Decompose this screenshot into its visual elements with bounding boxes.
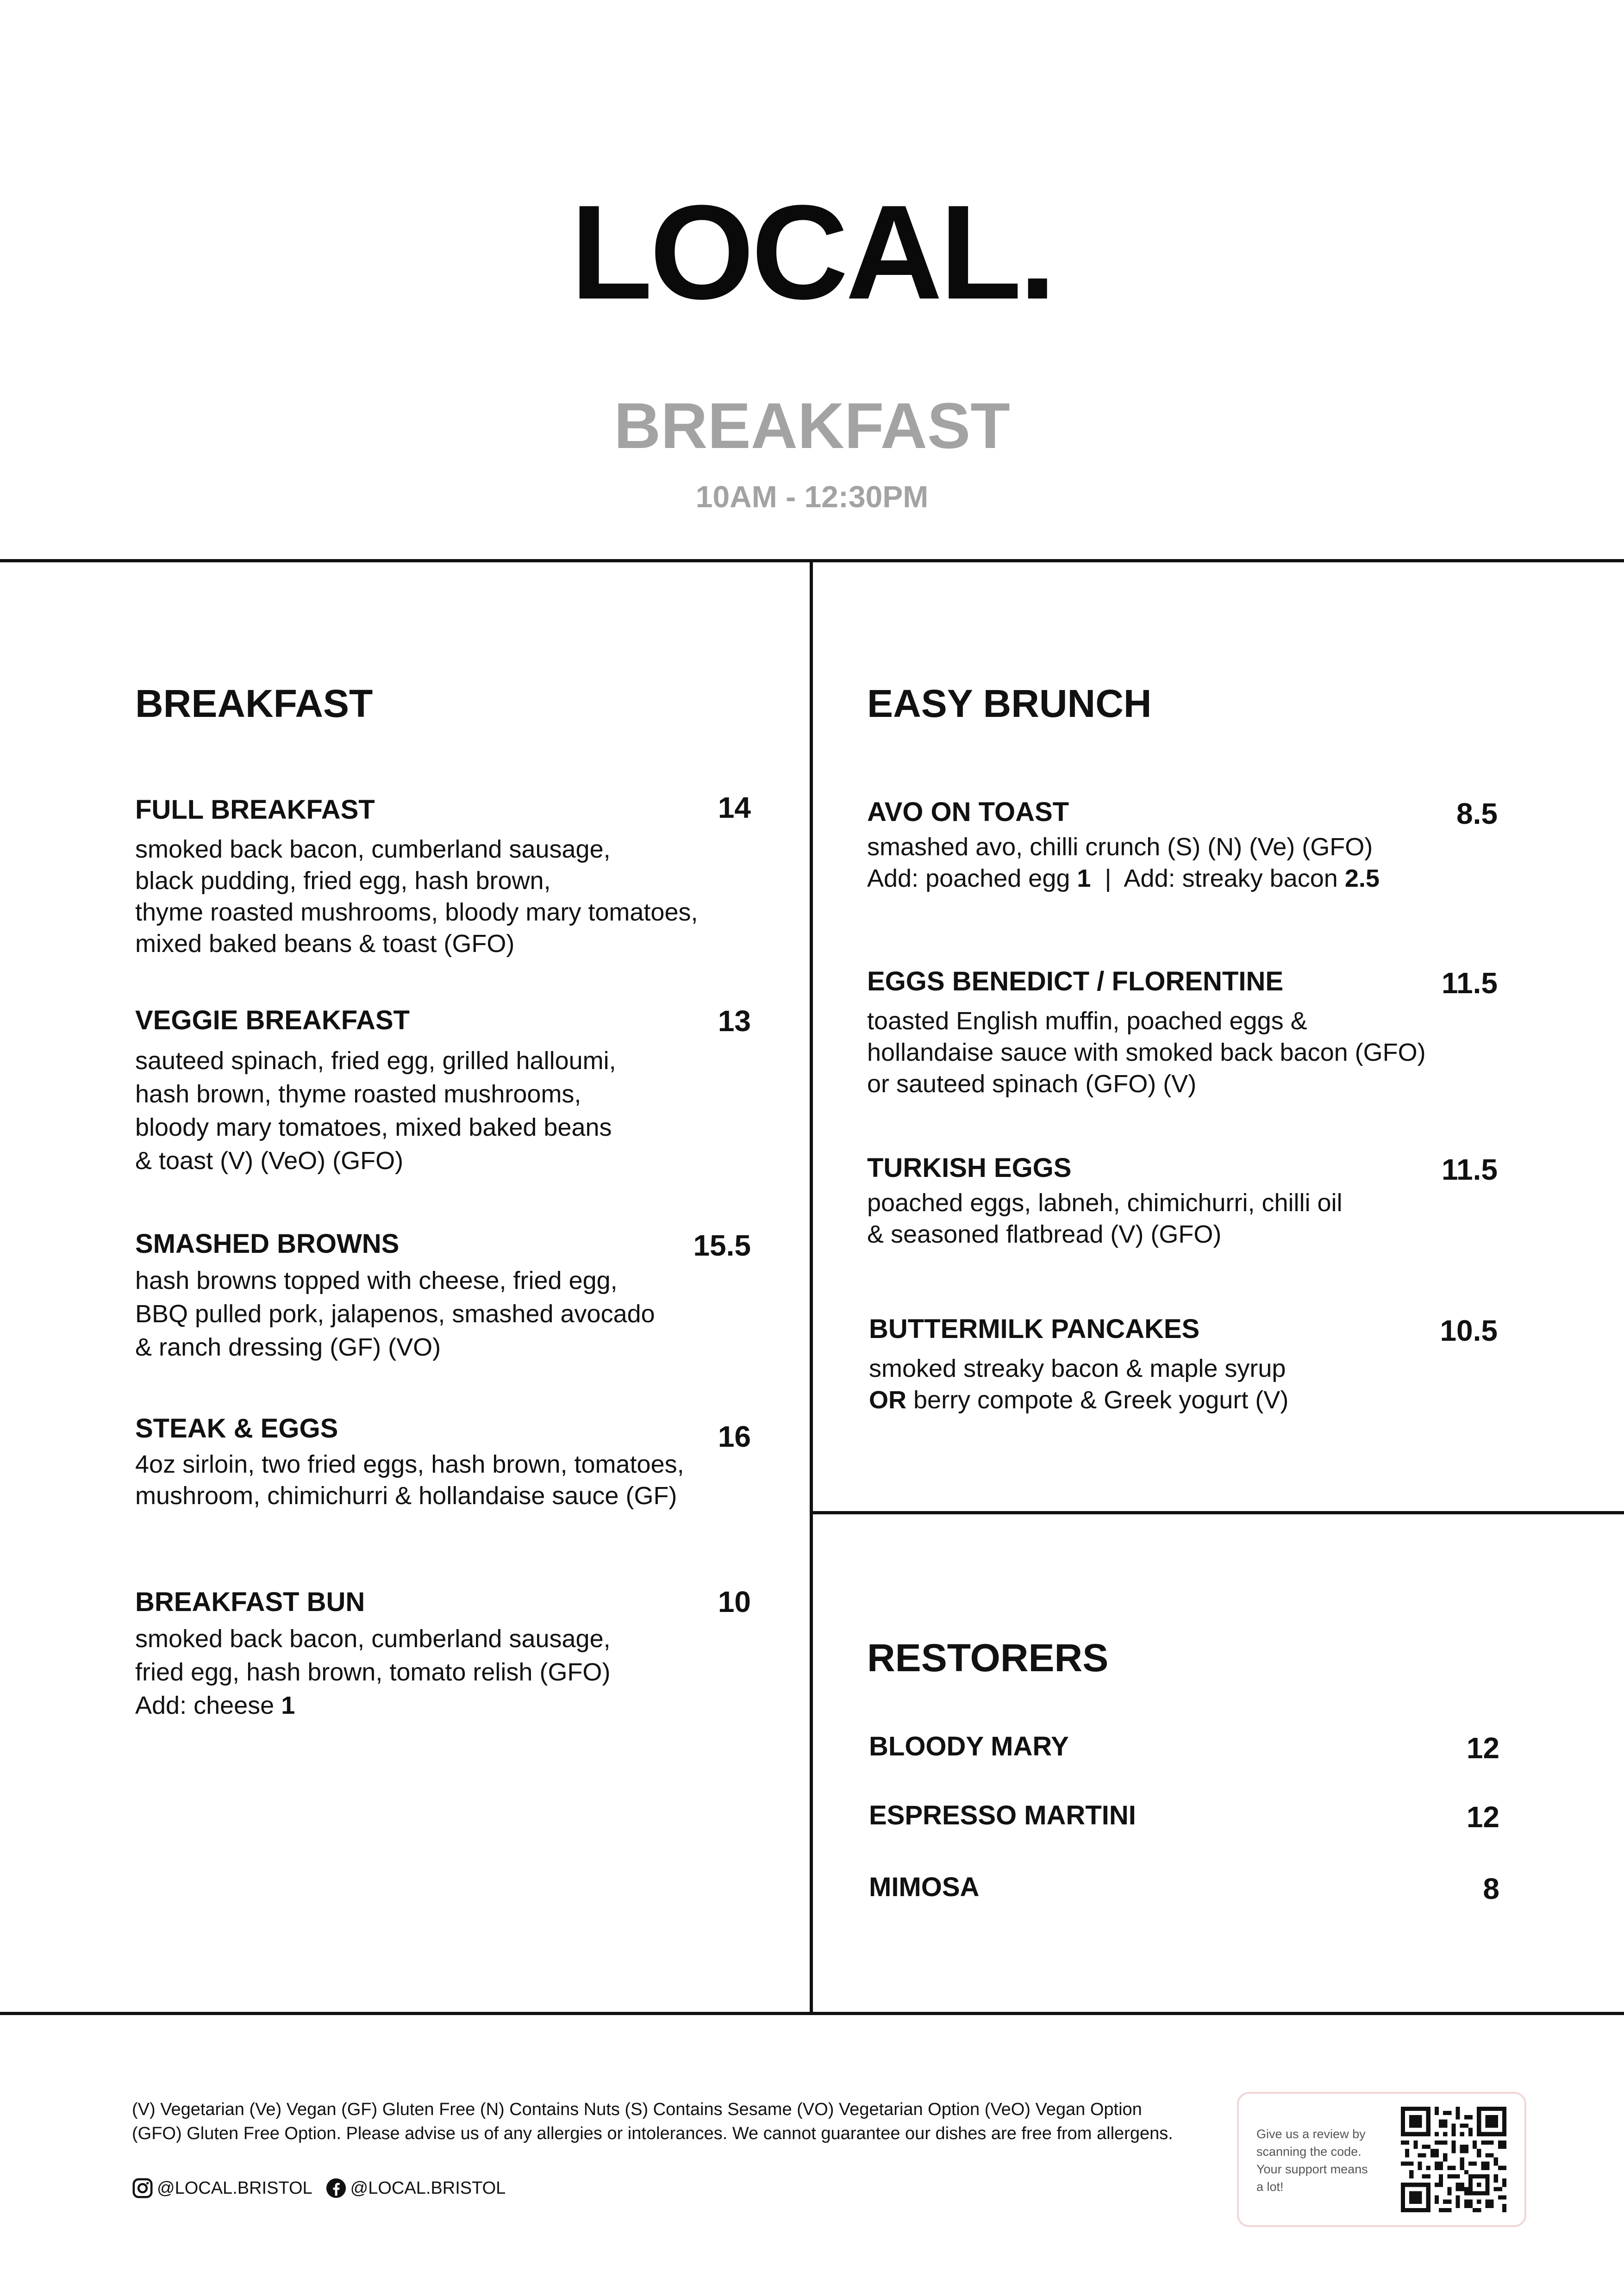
instagram-icon	[132, 2178, 153, 2199]
item-description: smoked back bacon, cumberland sausage, black pudding, fried egg, hash brown, thyme roasted mushrooms, bloody mary tomatoes, mixed baked beans & toast (GFO)	[135, 835, 698, 958]
menu-item	[135, 1231, 751, 1364]
item-description: smashed avo, chilli crunch (S) (N) (Ve) (GFO) Add: poached egg 1 | Add: streaky bacon 2.5	[867, 831, 1498, 894]
item-price: 11.5	[1441, 966, 1498, 1000]
item-description: 4oz sirloin, two fried eggs, hash brown, tomatoes, mushroom, chimichurri & hollandaise sauce (GF)	[135, 1450, 684, 1510]
menu-item	[869, 1316, 1498, 1416]
item-price: 14	[718, 791, 751, 824]
item-name: FULL BREAKFAST	[135, 795, 375, 825]
menu-item	[867, 968, 1498, 1100]
center-divider	[810, 559, 813, 2015]
item-price: 12	[1466, 1731, 1499, 1765]
menu-item	[869, 1872, 1499, 1905]
service-hours: 10AM - 12:30PM	[695, 479, 929, 514]
menu-item	[135, 1004, 751, 1177]
item-name: AVO ON TOAST	[867, 797, 1069, 827]
item-name: TURKISH EGGS	[867, 1153, 1072, 1183]
item-price: 11.5	[1441, 1153, 1498, 1186]
allergen-key: (V) Vegetarian (Ve) Vegan (GF) Gluten Free (N) Contains Nuts (S) Contains Sesame (VO) Vegetarian Option (VeO) Vegan Option (GFO) Gluten Free Option. Please advise us of any allergies or intolerances. We cannot guarantee our dishes are free from allergens.	[132, 2100, 1173, 2143]
menu-item	[869, 1731, 1499, 1765]
item-description: toasted English muffin, poached eggs & hollandaise sauce with smoked back bacon (GFO) or sauteed spinach (GFO) (V)	[867, 1007, 1426, 1098]
menu-item	[135, 1415, 751, 1512]
item-price: 12	[1466, 1800, 1499, 1834]
menu-item	[867, 1155, 1498, 1250]
item-name: EGGS BENEDICT / FLORENTINE	[867, 966, 1284, 996]
item-name: VEGGIE BREAKFAST	[135, 1005, 410, 1035]
review-card	[1237, 2092, 1526, 2227]
logo: LOCAL.	[570, 177, 1054, 327]
item-name: STEAK & EGGS	[135, 1413, 338, 1444]
item-name: SMASHED BROWNS	[135, 1229, 400, 1259]
item-name: BLOODY MARY	[869, 1731, 1069, 1761]
item-name: BUTTERMILK PANCAKES	[869, 1314, 1200, 1344]
item-name: BREAKFAST BUN	[135, 1587, 365, 1617]
item-description: hash browns topped with cheese, fried egg, BBQ pulled pork, jalapenos, smashed avocado & ranch dressing (GF) (VO)	[135, 1267, 655, 1361]
right-divider	[810, 1511, 1624, 1514]
menu-item	[135, 791, 751, 959]
bottom-divider	[0, 2012, 1624, 2015]
facebook-link[interactable]: @LOCAL.BRISTOL	[325, 2178, 506, 2199]
item-price: 10.5	[1440, 1314, 1498, 1347]
qr-code-icon[interactable]	[1401, 2107, 1506, 2212]
item-addons: Add: poached egg 1 | Add: streaky bacon 2.5	[867, 865, 1380, 892]
section-title-breakfast: BREAKFAST	[135, 682, 373, 725]
section-title-restorers: RESTORERS	[867, 1636, 1109, 1680]
item-price: 8.5	[1456, 797, 1498, 830]
item-addon: Add: cheese 1	[135, 1692, 295, 1719]
item-description: poached eggs, labneh, chimichurri, chilli oil & seasoned flatbread (V) (GFO)	[867, 1189, 1343, 1248]
menu-item	[869, 1800, 1499, 1834]
item-description: smoked streaky bacon & maple syrup OR berry compote & Greek yogurt (V)	[869, 1355, 1289, 1414]
review-prompt: Give us a review by scanning the code. Your support means a lot!	[1256, 2127, 1368, 2194]
item-price: 16	[718, 1420, 751, 1453]
instagram-link[interactable]: @LOCAL.BRISTOL	[132, 2178, 312, 2199]
item-price: 15.5	[693, 1229, 751, 1262]
item-description: sauteed spinach, fried egg, grilled halloumi, hash brown, thyme roasted mushrooms, bloody mary tomatoes, mixed baked beans & toast (V) (VeO) (GFO)	[135, 1047, 616, 1175]
item-price: 13	[718, 1004, 751, 1038]
section-title-easy-brunch: EASY BRUNCH	[867, 682, 1152, 725]
item-description: smoked back bacon, cumberland sausage, fried egg, hash brown, tomato relish (GFO) Add: cheese 1	[135, 1622, 751, 1722]
facebook-icon	[325, 2178, 347, 2199]
menu-title: BREAKFAST	[614, 389, 1010, 462]
social-links	[132, 2178, 506, 2199]
item-price: 8	[1483, 1872, 1499, 1905]
menu-item	[867, 799, 1498, 894]
menu-item	[135, 1585, 751, 1722]
item-name: ESPRESSO MARTINI	[869, 1800, 1136, 1830]
item-price: 10	[718, 1585, 751, 1618]
item-name: MIMOSA	[869, 1872, 980, 1902]
